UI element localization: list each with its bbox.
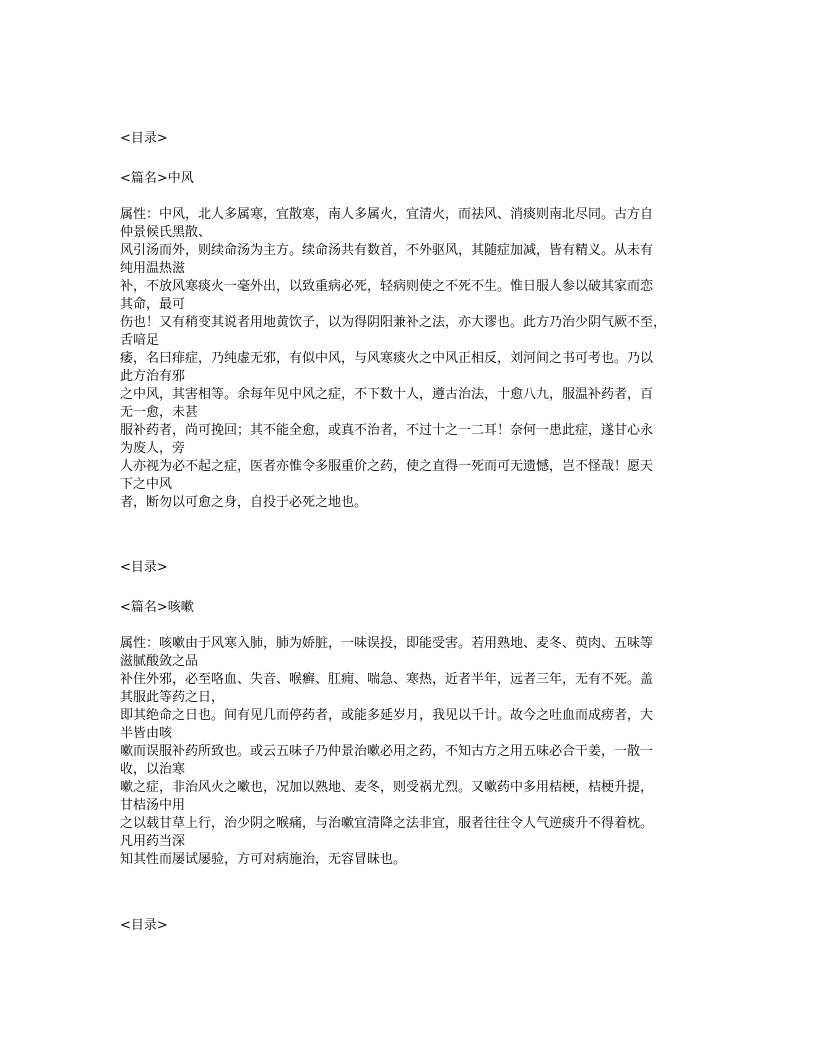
section-spacer (120, 869, 706, 917)
body-line: 舌喑足 (120, 333, 160, 348)
body-line: 其服此等药之日， (120, 690, 225, 705)
body-line: 嗽而误服补药所致也。或云五味子乃仲景治嗽必用之药，不知古方之用五味必合干姜，一散一 (120, 744, 654, 759)
section-spacer (120, 512, 706, 559)
body-line: 痿，名曰痱症，乃纯虚无邪，有似中风，与风寒痰火之中风正相反，刘河间之书可考也。乃以 (120, 351, 654, 366)
body-line: 补住外邪，必至咯血、失音、喉癣、肛痈、喘急、寒热，近者半年，远者三年，无有不死。盖 (120, 672, 654, 687)
body-line: 其命，最可 (120, 297, 186, 312)
body-line: 纯用温热滋 (120, 261, 186, 276)
body-line: 之中风，其害相等。余每年见中风之症，不下数十人，遵古治法，十愈八九，服温补药者，百 (120, 387, 654, 402)
body-line: 此方治有邪 (120, 369, 186, 384)
body-line: 人亦视为必不起之症，医者亦惟令多服重价之药，使之直得一死而可无遗憾，岂不怪哉！愿天 (120, 459, 654, 474)
body-line: 嗽之症，非治风火之嗽也，况加以熟地、麦冬，则受祸尤烈。又嗽药中多用桔梗，桔梗升提， (120, 780, 654, 795)
body-line: 凡用药当深 (120, 834, 186, 849)
body-line: 即其绝命之日也。间有见几而停药者，或能多延岁月，我见以千计。故今之吐血而成痨者，大 (120, 708, 654, 723)
toc-marker: <目录> (120, 560, 168, 575)
chapter-body (120, 206, 706, 512)
body-line: 服补药者，尚可挽回；其不能全愈，或真不治者，不过十之一二耳！奈何一患此症，遂甘心永 (120, 423, 654, 438)
body-line: 无一愈，未甚 (120, 405, 199, 420)
toc-marker: <目录> (120, 918, 168, 933)
body-line: 收，以治寒 (120, 762, 186, 777)
body-line: 属性：中风，北人多属寒，宜散寒，南人多属火，宜清火，而祛风、消痰则南北尽同。古方自 (120, 207, 654, 222)
section-next (120, 917, 706, 937)
chapter-title: <篇名>中风 (120, 171, 194, 186)
body-line: 之以载甘草上行，治少阴之喉痛，与治嗽宜清降之法非宜，服者往往令人气逆痰升不得着枕。 (120, 816, 654, 831)
toc-marker: <目录> (120, 131, 168, 146)
body-line: 属性：咳嗽由于风寒入肺，肺为娇脏，一味误投，即能受害。若用熟地、麦冬、萸肉、五味等 (120, 636, 654, 651)
body-line: 知其性而屡试屡验，方可对病施治，无容冒昧也。 (120, 852, 407, 867)
body-line: 为废人，旁 (120, 441, 186, 456)
body-line: 伤也！又有稍变其说者用地黄饮子，以为得阴阳兼补之法，亦大谬也。此方乃治少阴气厥不至， (120, 315, 667, 330)
body-line: 半皆由咳 (120, 726, 173, 741)
document-page (120, 130, 706, 937)
body-line: 补，不放风寒痰火一毫外出，以致重病必死，轻病则使之不死不生。惟日服人参以破其家而恋 (120, 279, 654, 294)
body-line: 下之中风 (120, 477, 173, 492)
body-line: 甘桔汤中用 (120, 798, 186, 813)
body-line: 滋腻酸敛之品 (120, 654, 199, 669)
section-zhongfeng (120, 130, 706, 512)
chapter-body (120, 635, 706, 869)
chapter-title: <篇名>咳嗽 (120, 600, 194, 615)
body-line: 仲景候氏黑散、 (120, 225, 212, 240)
body-line: 者，断勿以可愈之身，自投于必死之地也。 (120, 495, 368, 510)
section-kesou (120, 559, 706, 869)
body-line: 风引汤而外，则续命汤为主方。续命汤共有数首，不外驱风，其随症加减，皆有精义。从未有 (120, 243, 654, 258)
